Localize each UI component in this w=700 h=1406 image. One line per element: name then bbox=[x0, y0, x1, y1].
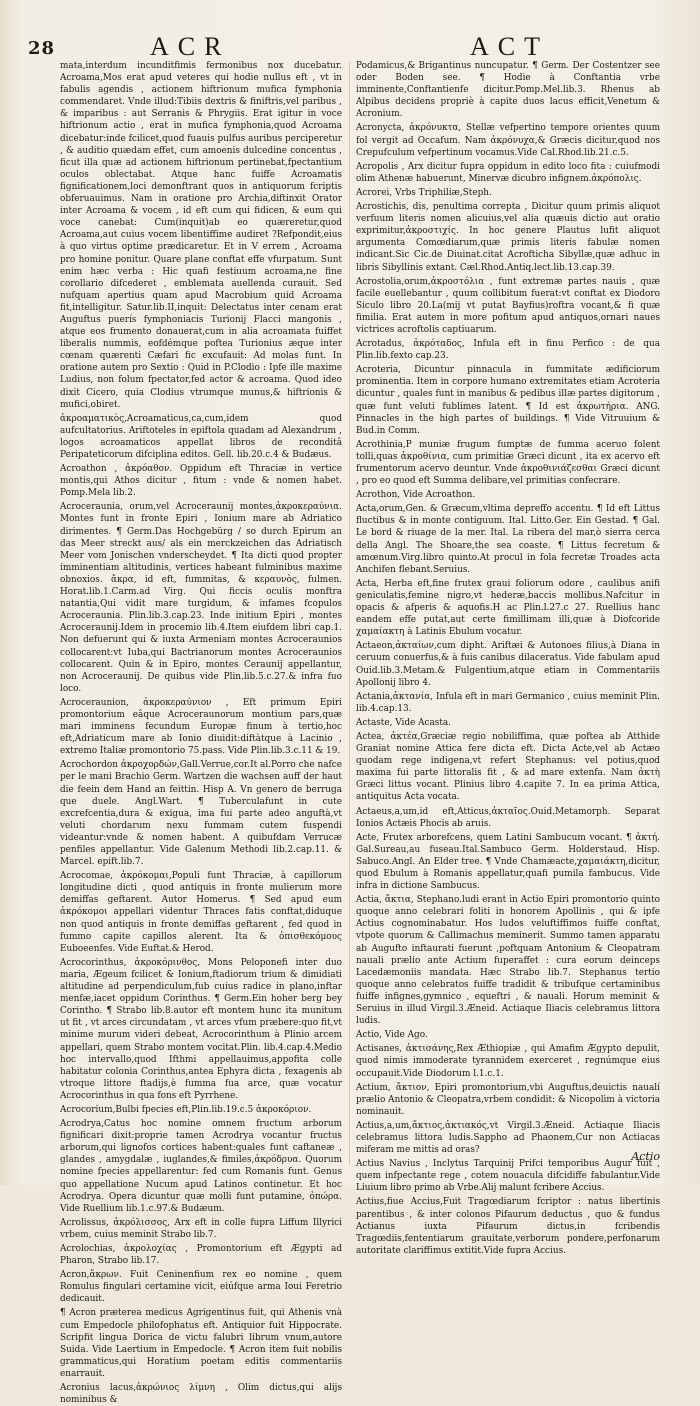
dictionary-entry: Acronycta, ἀκρόνυκτα, Stellæ vefpertino tempore orientes quum fol vergit ad Occafum. Nam ἀκρόνυχα,& Græcis dicitur,quod nos Crepufculum vefpertinum vocamus.Vide Cal.Rhod.lib.21.c.5. bbox=[356, 123, 660, 158]
dictionary-entry: Acrotadus, ἀκρόταδος, Infula eft in finu Perfico : de qua Plin.lib.fexto cap.23. bbox=[356, 339, 660, 362]
right-column bbox=[356, 60, 660, 1256]
dictionary-entry: Actisanes, ἀκτισάνης,Rex Æthiopiæ , qui Amafim Ægypto depulit, quod nimis immoderate tyrannidem exerceret , regnúmque eius occupauit.Vide Diodorum l.1.c.1. bbox=[356, 1044, 660, 1079]
dictionary-entry: Acroceraunia, orum,vel Acroceraunij montes,ἀκροκεραύνια. Montes funt in fronte Epiri , Ionium mare ab Adriatico dirimentes. ¶ Germ.Das Hochgebürg / so durch Epirum an das Meer streckt aus/ als ein merckzeichen das Adriatisch Meer vom Jonischen vnderscheydet. ¶ Ita dicti quod propter imminentiam altitudinis, vertices habeant fulminibus maxime obnoxios. ἄκρα, id eft, fummitas, & κεραυνὸς, fulmen. Horat.lib.1.Carm.ad Virg. Qui ficcis oculis monftra natantia,Qui vidit mare turgidum, & infames fcopulos Acroceraunia. Plin.lib.3.cap.23. Inde initium Epiri , montes Acroceraunij.Idem in procemio lib.4.Item eiufdem libri cap.1. Non defuerunt qui & iuxta Armeniam montes Acroceraunios collocarent:vt Iuba,qui Bactrianorum montes Acroceraunios collocarent. Quin & in Epiro, montes Ceraunij appellantur, non Acroceraunij. De quibus vide Plin.lib.5.c.27.& infra fuo loco. bbox=[60, 502, 342, 694]
dictionary-entry: Podamicus,& Brigantinus nuncupatur. ¶ Germ. Der Costentzer see oder Boden see. ¶ Hodie à Conftantia vrbe imminente,Conftantienfe dicitur.Pomp.Mel.lib.3. Rhenus ab Alpibus decidens propriè à capite duos lacus efficit,Venetum & Acronium. bbox=[356, 61, 660, 120]
dictionary-entry: Actania,ἀκτανία, Infula eft in mari Germanico , cuius meminit Plin. lib.4.cap.13. bbox=[356, 691, 660, 714]
dictionary-entry: Acrothinia,P muniæ frugum fumptæ de fumma aceruo folent tolli,quas ἀκροθίνια, cum primitiæ Græci dicunt , ita ex acervo eft frumentorum acervo deuntur. Vnde ἀκροθινιάζεσθαι Græci dicunt , pro eo quod eft Summa delibare,vel primitias confecrare. bbox=[356, 439, 660, 487]
dictionary-entry: ¶ Acron præterea medicus Agrigentinus fuit, qui Athenis vnà cum Empedocle philofophatus eft. Antiquior fuit Hippocrate. Scripfit lingua Dorica de victu falubri librum vnum,autore Suida. Vide Laertium in Empedocle. ¶ Acron item fuit nobilis grammaticus,qui Horatium poetam editis commentariis enarrauit. bbox=[60, 1308, 342, 1379]
dictionary-entry: Acta,orum,Gen. & Græcum,vltima depreffo accentu. ¶ Id eft Littus fluctibus & in monte contiguum. Ital. Litto.Ger. Ein Gestad. ¶ Gal. Le bord & riuage de la mer. Ital. La ribera del mar,ò sierra cerca della Angl. The Shoare,the sea coaste. ¶ Littus fecretum & amœnum.Virg.libro quinto.At procul in fola fecretæ Troades acta Anchifen flebant.Seruius. bbox=[356, 504, 660, 575]
dictionary-entry: Acronius lacus,ἀκρώνιος λίμνη , Olim dictus,qui alijs nominibus & bbox=[60, 1383, 342, 1406]
dictionary-entry: Acrocomae, ἀκρόκομαι,Populi funt Thraciæ, à capillorum longitudine dicti , quod antiquis in fronte mulierum more demiffas geftarent. Autor Homerus. ¶ Sed apud eum ἀκρόκομοι appellari videntur Thraces fatis conftat,diduque non quod antiquis in fronte demiffas geftarent , fed quod in fummo capite capillos alerent. Ita & ὀπισθεκόμους Euboeenfes. Vide Euftat.& Herod. bbox=[60, 871, 342, 954]
dictionary-entry: Actium, ἄκτιον, Epiri promontorium,vbi Auguftus,deuictis naualí prælio Antonio & Cleopatra,vrbem condidit: & Nicopolim à victoria nominauit. bbox=[356, 1082, 660, 1117]
dictionary-entry: Acrocorinthus, ἀκροκόρινθος, Mons Peloponefi inter duo maria, Ægeum fcilicet & Ionium,ftadiorum trium & dimidiati altitudine ad perpendiculum,fub cuius radice in plano,inftar menfæ,iacet oppidum Corinthus. ¶ Germ.Ein hoher berg bey Corintho. ¶ Strabo lib.8.autor eft montem hunc ita munitum ut fit , vt arces circundatam , vt arces vfum præbere:quo fit,vt minime murum videri debeat, Acrocorinthum à Plinio arcem appellari, quem Strabo montem vocitat.Plin. lib.4.cap.4.Medio hoc intervallo,quod Ifthmi appellauimus,appofita colle habitatur colonia Corinthus,antea Ephyra dicta , fexagenis ab vtroque littore ftadijs,è fumma fua arce, quæ vocatur Acrocorinthus in qua fons eft Pyrrhene. bbox=[60, 957, 342, 1101]
dictionary-entry: Actio, Vide Ago. bbox=[356, 1030, 428, 1041]
dictionary-entry: Actius Navius , Inclytus Tarquinij Prifci temporibus Augur fuit , quem infpectante rege , cotem nouacula difcidiffe fabulantur.Vide Liuium libro primo ab Vrbe.Alij malunt fcribere Accius. bbox=[356, 1159, 660, 1194]
running-head-left: ACR bbox=[150, 32, 231, 61]
dictionary-entry: Actius,fiue Accius,Fuit Tragœdiarum fcriptor : natus libertinis parentibus , & inter colonos Pifaurum deductus , quo & fundus Actianus iuxta Pifaurum dictus,in fcribendis Tragœdiis,fententiarum grauitate,verborum pondere,perfonarum autoritate clariffimus extitit.Vide fupra Accius. bbox=[356, 1197, 660, 1256]
dictionary-entry: Acron,ἄκρων. Fuit Ceninenfium rex eo nomine , quem Romulus fingulari certamine vicit, eiúfque arma Ioui Feretrio dedicauit. bbox=[60, 1270, 342, 1305]
dictionary-entry: Acrothon, Vide Acroathon. bbox=[356, 490, 476, 501]
dictionary-entry: mata,interdum incunditfimis fermonibus nox ducebatur. Acroama,Mos erat apud veteres qui hodie nullus eft , vt in fabulis agendis , actionem hiftrionum mufica fymphonia commendaret. Vnde illud:Tibiis dextris & finiftris,vel paribus , & imparibus : aut Serranis & Phrygiis. Erat igitur in voce hiftrionum actio , erat in mufica fymphonia,quod Acroama dicebatur:inde fcilicet,quod fuauis pulfus auribus perciperetur , & auditio quædam effet, cum amoenis dulcedine concentus , ficut illa quæ ad actionem hiftrionum pertinebat,fpectantium oculos oblectabat. Atque hanc fuiffe Acroamatis fignificationem,loci demonftrant quos in antiquorum fcriptis obferuauimus. Nam in oratione pro Archia,diftinxit Orator inter Acroama & vocem , id eft cum qui fidicen, & eum qui voce canebat: Cum(inquit)ab eo quæreretur,quod Acroama,aut cuius vocem libentiffime audiret ?Refpondit,eius à quo virtus optime prædicaretur. Et in V errem , Acroama pro homine ponitur. Quare plane conftat effe vfurpatum. Sunt enim hæc verba : Hic quafi festiuum acroama,ne fine corollario difcederet , emblemata auellenda curauit. Sed nufquam apertius quam apud Macrobium quid Acroama fit,intelligitur. Satur.lib.II,inquit: Delectatus inter cenam erat Auguftus puerís fymphoniacis Turionij Flacci mangonis , atque eos frumento donauerat,cum in alia acroamata fuiffet liberalis nummis, eofdémque poftea Turionius æque inter cœnam quærenti Cæfari fic excufauit: Ad molas funt. In oratione autem pro Sextio : Quid in P.Clodio : Ipfe ille maxime Ludius, non folum fpectator,fed actor & acroama. Quod ideo dixit Cicero, quia Clodius vtrumque munus,& hiftrionis & mufici,obiret. bbox=[60, 61, 342, 410]
left-column bbox=[60, 60, 342, 1406]
catchword: Actio bbox=[631, 1150, 660, 1163]
running-head-right: ACT bbox=[470, 32, 549, 61]
dictionary-entry: Actia, ἄκτια, Stephano.ludi erant in Actio Epiri promontorio quinto quoque anno celebrari foliti in honorem Apollinis , qui & ipfe Actius cognominabatur. Hos ludos veluftiffimos fuiffe conftat, vtpote quorum & Callimachus meminerit. Summo tamen apparatu ab Augufto inftaurati fuerunt ,poftquam Antonium & Cleopatram nauali prælio ante Actium fuperaffet : cura eorum deinceps Lacedæmoniis mandata. Hæc Strabo lib.7. Stephanus tertio quoque anno celebratos fuiffe tradidit & tribufque certaminibus fuiffe infignes,gymnico , equeftri , & nauali. Horum meminit & Seruius in illud Virgil.3.Æneid. Actiaque Iliacis celebramus littora ludis. bbox=[356, 895, 660, 1027]
dictionary-entry: Actea, ἀκτέα,Græciæ regio nobiliffima, quæ poftea ab Atthide Graniat nomine Attica fere dicta eft. Dicta Acte,vel ab Actæo quodam rege indigena,vt refert Stephanus: vel potius,quod maxima fui parte littoralis fit , & ad mare extenfa. Nam ἀκτὴ Græci littus vocant. Plinius libro 4.capite 7. In ea prima Attica, antiquitus Acta vocata. bbox=[356, 731, 660, 803]
dictionary-entry: Acrochordon ἀκροχορδών,Gall.Verrue,cor.It al.Porro che nafce per le mani Brachio Germ. Wartzen die wachsen auff der haut die feein dem Hand an feittin. Hisp A. Vn genero de berruga que duele. Angl.Wart. ¶ Tuberculafunt in cute excrefcentia,dura & exigua, ima fui parte adeo anguftà,vt veluti chordarum nexu fummam cutem fuspendi videantur:vnde & nomen habent. A quibufdam Verrucæ penfiles appellantur. Vide Galenum Methodi lib.2.cap.11. & Marcel. epift.lib.7. bbox=[60, 760, 342, 868]
dictionary-entry: Acte, Frutex arborefcens, quem Latini Sambucum vocant. ¶ ἀκτή. Gal.Sureau,au fuseau.Ital.Sambuco Germ. Holderstaud. Hisp. Sabuco.Angl. An Elder tree. ¶ Vnde Chamæacte,χαμαιάκτη,dicitur, quod Ebulum à Romanis appellatur,quafi pumila fambucus. Vide infra in dictione Sambucus. bbox=[356, 832, 660, 892]
page-number: 28 bbox=[28, 38, 56, 59]
column-divider bbox=[349, 62, 350, 1165]
dictionary-entry: Actaste, Vide Acasta. bbox=[356, 717, 452, 728]
dictionary-entry: Acrostichis, dis, penultima correpta , Dicitur quum primis aliquot verfuum literis nomen alicuius,vel alia quæuis dictio aut oratio exprimitur,ἀκροστιχίς. In hoc genere Plautus lufit aliquot argumenta Comœdiarum,quæ primis literis fabulæ nomen indicant.Sic Cic.de Diuinat.citat Acrofticha Sibyllæ,quæ adhuc in libris Sibyllinis extant. Cæl.Rhod.Antiq.lect.lib.13.cap.39. bbox=[356, 202, 660, 273]
dictionary-entry: Acrorei, Vrbs Triphiliæ,Steph. bbox=[356, 187, 492, 198]
dictionary-entry: Actius,a,um,ἄκτιος,ἀκτιακός,vt Virgil.3.Æneid. Actiaque Iliacis celebramus littora ludis.Sappho ad Phaonem,Cur non Actiacas miferam me mittis ad oras? bbox=[356, 1120, 660, 1156]
dictionary-entry: Acroteria, Dicuntur pinnacula in fummitate ædificiorum prominentia. Item in corpore humano extremitates etiam Acroteria dicuntur , quales funt in manibus & pedibus illæ partes digitorum , quæ funt veluti fublimes latent. ¶ Id est ἀκρωτήρια. ANG. Pinnacles in the high partes of buildings. ¶ Vide Vitruuium & Bud.in Comm. bbox=[356, 365, 660, 436]
dictionary-entry: Acrolochias, ἀκρολοχίας , Promontorium eft Ægypti ad Pharon, Strabo lib.17. bbox=[60, 1244, 342, 1267]
dictionary-entry: Acropolis , Arx dicitur fupra oppidum in edito loco fita : cuiufmodi olim Athenæ habuerunt, Minervæ dicubro infignem.ἀκρόπολις. bbox=[356, 161, 660, 184]
dictionary-entry: Acroceraunion, ἀκροκεραύνιον , Eft primum Epiri promontorium eâque Acroceraunorum montium pars,quæ mari imminens fecundum Europæ finum à tertio,hoc eft,Adriaticum mare ab Ionio diuidit:diftàtque à Lacinio , extremo Italiæ promontorio 75.pass. Vide Plin.lib.3.c.11 & 19. bbox=[60, 697, 342, 757]
dictionary-entry: Actaeon,ἀκταίων,cum dipht. Ariftæi & Autonoes filius,à Diana in ceruum conuerfus,& à fuis canibus dilaceratus. Vide fabulam apud Ouid.lib.3.Metam.& Fulgentium,atque etiam in Commentariis Apollonij libro 4. bbox=[356, 641, 660, 688]
dictionary-entry: Acta, Herba eft,fine frutex graui foliorum odore , caulibus anifi geniculatis,femine nigro,vt hederæ,baccis mollibus.Nafcitur in opacis & afperis & aquofis.H ac Plin.l.27.c 27. Ruellius hanc eandem effe putat,aut certe fimillimam illi,quæ à Diofcoride χαμαίακτη à Latinis Ebulum vocatur. bbox=[356, 578, 660, 638]
dictionary-entry: Acroathon , ἀκρόαθον. Oppidum eft Thraciæ in vertice montis,qui Athos dicitur , fitum : vnde & nomen habet. Pomp.Mela lib.2. bbox=[60, 464, 342, 499]
dictionary-entry: Acrostolia,orum,ἀκροστόλια , funt extremæ partes nauis , quæ facile euellebantur , quum collibitum fuerat:vt conftat ex Diodoro Siculo libro 20.La(mij vt putat Bayfius)roftra vocant,& fi quæ fimilia. Erat autem in more pofitum apud antiquos,ornari naues victrices acroftolis captiuarum. bbox=[356, 276, 660, 335]
dictionary-entry: Acrolissus, ἀκρόλισσος, Arx eft in colle fupra Liffum Illyrici vrbem, cuius meminit Strabo lib.7. bbox=[60, 1217, 342, 1240]
dictionary-entry: ἀκροαματικὸς,Acroamaticus,ca,cum,idem quod aufcultatorius. Ariftoteles in epiftola quadam ad Alexandrum , logos acroamaticos appellat libros de reconditâ Peripateticorum difciplina editos. Gell. lib.20.c.4 & Budæus. bbox=[60, 413, 342, 460]
dictionary-entry: Acrodrya,Catus hoc nomine omnem fructum arborum fignificari dixit:proprie tamen Acrodrya vocantur fructus arborum,qui lignofos cortices habent:quales funt caftaneæ , glandes , amygdalæ , iuglandes,& fimiles,ἀκρόδρυα. Quorum nomine fpecies appellarentur: fed cum Romanis funt. Genus quo appellatione Nucum apud Latinos continetur. Et hoc Acrodrya. Opera dicuntur quæ molli funt putamine, ὀπώρα. Vide Ruellium lib.1.c.97.& Budæum. bbox=[60, 1119, 342, 1214]
dictionary-entry: Acrocorium,Bulbi fpecies eft,Plin.lib.19.c.5 ἀκροκόριον. bbox=[60, 1104, 312, 1115]
dictionary-entry: Actaeus,a,um,id eft,Atticus,ἀκταῖος.Ouid.Metamorph. Separat Ionios Actæis Phocis ab aruis. bbox=[356, 806, 660, 829]
